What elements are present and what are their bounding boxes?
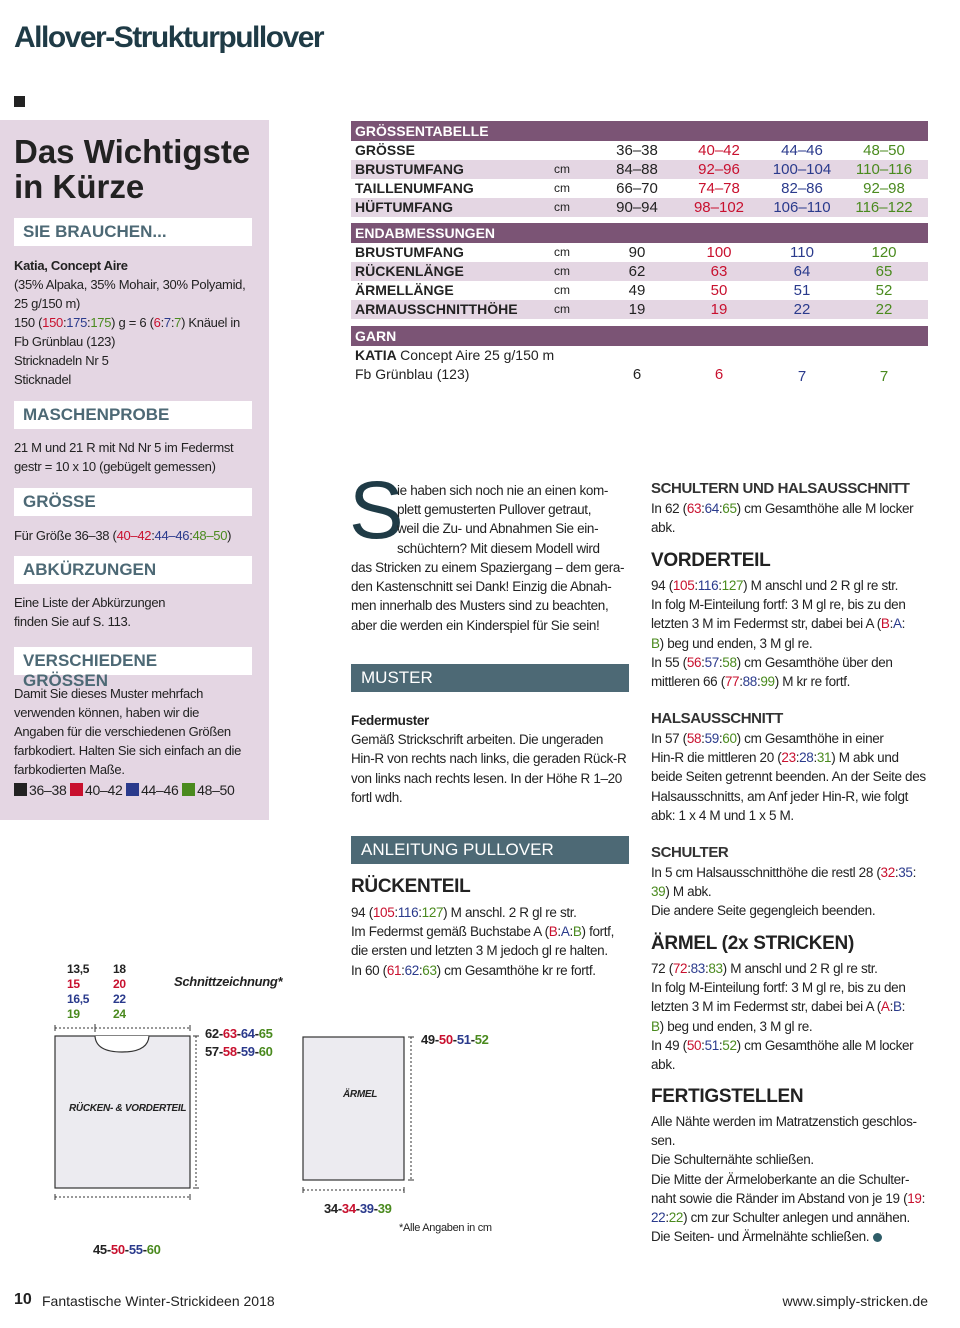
needles: Sticknadel	[14, 372, 71, 387]
width-labels: 45-50-55-60	[93, 1242, 161, 1257]
t: 39	[651, 884, 666, 900]
t: Eine Liste der Abkürzungen	[14, 595, 166, 610]
yarn-qty: 6	[714, 366, 724, 383]
table-row	[351, 160, 928, 179]
size-text: Für Größe 36–38 (40–42:44–46:48–50)	[14, 528, 232, 543]
t: 24	[113, 1007, 126, 1021]
t: A	[880, 999, 890, 1015]
t: B	[572, 924, 582, 940]
row-value: 74–78	[698, 180, 740, 197]
legend-swatch	[70, 783, 83, 796]
t: ) M anschl. 2 R gl re str.	[443, 905, 577, 920]
table-row	[351, 281, 928, 300]
t: A	[560, 924, 570, 940]
t: 52	[474, 1032, 489, 1047]
t: 65	[722, 501, 737, 516]
t: 19	[907, 1190, 922, 1206]
row-value: 63	[710, 263, 728, 280]
page-title: Allover-Strukturpullover	[14, 21, 324, 54]
row-value: 66–70	[616, 180, 658, 197]
t: 150	[42, 315, 63, 330]
t: 60	[146, 1242, 161, 1257]
t: 45	[93, 1242, 107, 1257]
sleeve-text: 72 (72:83:83) M anschl und 2 R gl re str. In folg M-Einteilung fortf: 3 M gl re, bis zu den letzten 3 M im Federmst str, dabei bei A (A:B: B) beg und enden, 3 M gl re. In 49 (50:51:52) cm Gesamthöhe alle M locker abk.	[651, 961, 914, 1073]
neck-depth-labels	[113, 962, 126, 1022]
row-value: 116–122	[855, 199, 913, 216]
t: 55	[128, 1242, 143, 1257]
row-label: ÄRMELLÄNGE	[355, 282, 454, 298]
row-value: 19	[710, 301, 728, 318]
row-value: 65	[875, 263, 893, 280]
back-text: 94 (105:116:127) M anschl. 2 R gl re str. Im Federmst gemäß Buchstabe A (B:A:B) fortf, die ersten und letzten 3 M jedoch gl re halten. In 60 (61:62:63) cm Gesamthöhe kr re fortf.	[351, 905, 614, 978]
t: 127	[421, 905, 444, 920]
t: abk.	[651, 520, 676, 536]
t: 105	[372, 905, 395, 920]
you-need-label: SIE BRAUCHEN...	[14, 218, 252, 246]
t: ) M kr re fortf.	[774, 674, 851, 690]
t: 13,5	[67, 962, 90, 976]
row-value: 100	[706, 244, 732, 261]
intro-text	[351, 558, 624, 635]
row-value: 90	[628, 244, 646, 261]
t: 28	[799, 750, 814, 766]
t: beide Seiten getrennt beenden. An der Seite des	[651, 769, 926, 785]
row-value: 22	[875, 301, 893, 318]
end-mark-icon	[873, 1233, 882, 1242]
t: 60	[722, 731, 737, 746]
t: farbkodierten Maße.	[14, 762, 125, 777]
row-unit: cm	[554, 181, 570, 195]
t: Im Federmst gemäß Buchstabe A (	[351, 924, 549, 940]
finishing-heading: FERTIGSTELLEN	[651, 1086, 804, 1107]
row-value: 98–102	[693, 199, 745, 216]
t: ) M anschl und 2 R gl re str.	[722, 961, 878, 976]
shoulders-text: In 62 (63:64:65) cm Gesamthöhe alle M locker abk.	[651, 501, 914, 536]
back-heading: RÜCKENTEIL	[351, 876, 471, 897]
neckline-heading: HALSAUSSCHNITT	[651, 710, 783, 727]
t: 7	[163, 315, 171, 330]
t: In 60 (	[351, 962, 387, 978]
t: abk: 1 x 4 M und 1 x 5 M.	[651, 807, 794, 823]
front-text: 94 (105:116:127) M anschl und 2 R gl re str. In folg M-Einteilung fortf: 3 M gl re, bis zu den letzten 3 M im Federmst str, dabei bei A (B:A: B) beg und enden, 3 M gl re. In 55 (56:57:58) cm Gesamthöhe über den mittleren 66 (77:88:99) M kr re fortf.	[651, 578, 906, 690]
t: 44–46	[154, 528, 190, 543]
t: 58	[722, 654, 737, 670]
heading-line: in Kürze	[14, 168, 145, 205]
t: letzten 3 M im Federmst str, dabei bei A (	[651, 616, 881, 632]
t: letzten 3 M im Federmst str, dabei bei A (	[651, 999, 881, 1015]
abbrev-text	[14, 593, 259, 631]
row-label: HÜFTUMFANG	[355, 199, 453, 215]
row-value: 48–50	[863, 142, 905, 159]
legend-swatch	[182, 783, 195, 796]
t: 59	[240, 1044, 255, 1059]
intro-text	[397, 481, 608, 558]
sleeve-piece	[303, 1037, 404, 1180]
t: ) M abk.	[665, 884, 712, 900]
row-label: RÜCKENLÄNGE	[355, 263, 464, 279]
t: 56	[686, 654, 702, 670]
sleeve-heading: ÄRMEL (2x STRICKEN)	[651, 933, 854, 954]
t: 62	[404, 962, 419, 978]
row-label: BRUSTUMFANG	[355, 244, 464, 260]
row-label: ARMAUSSCHNITTHÖHE	[355, 301, 518, 317]
t: 34	[324, 1201, 338, 1216]
row-value: 90–94	[616, 199, 658, 216]
size-table-header: GRÖSSENTABELLE	[351, 121, 928, 141]
t: Alle Nähte werden im Matratzenstich geschlos-	[651, 1114, 917, 1129]
size-label: GRÖSSE	[14, 488, 252, 516]
yarn-name: Katia, Concept Aire	[14, 258, 128, 273]
t: Für Größe 36–38 (	[14, 528, 117, 543]
shoulder-text: In 5 cm Halsausschnitthöhe die restl 28 (32:35: 39) M abk. Die andere Seite gegengleich beenden.	[651, 865, 916, 919]
t: 175	[66, 315, 88, 330]
row-unit: cm	[554, 302, 570, 316]
sizes-label: VERSCHIEDENE GRÖSSEN	[14, 647, 252, 675]
row-unit: cm	[554, 283, 570, 297]
t: ie haben sich noch nie an einen kom-	[397, 483, 609, 498]
t: 57	[205, 1044, 219, 1059]
yarn-brand: KATIA	[355, 347, 397, 363]
row-unit: cm	[554, 162, 570, 176]
you-need-text: Katia, Concept Aire (35% Alpaka, 35% Mohair, 30% Polyamid, 25 g/150 m) 150 (150:175:175) g = 6 (6:7:7) Knäuel in Fb Grünblau (123) Stricknadeln Nr 5 Sticknadel	[14, 258, 246, 387]
t: ) Knäuel in	[181, 315, 240, 330]
t: 62	[205, 1026, 219, 1041]
t: 127	[721, 578, 744, 593]
t: Damit Sie dieses Muster mehrfach	[14, 686, 204, 701]
t: 50	[438, 1032, 453, 1047]
t: 72	[672, 961, 688, 976]
t: von links nach rechts lesen. In der Höhe R 1–20	[351, 770, 622, 786]
row-label: GRÖSSE	[355, 142, 415, 158]
row-value: 62	[628, 263, 646, 280]
legend-text: 40–42	[85, 782, 123, 798]
pattern-bar: MUSTER	[351, 664, 629, 692]
front-heading: VORDERTEIL	[651, 550, 771, 571]
t: 60	[258, 1044, 273, 1059]
t: fortl wdh.	[351, 789, 403, 805]
row-label: BRUSTUMFANG	[355, 161, 464, 177]
gauge-text	[14, 438, 259, 476]
t: 77	[724, 674, 740, 690]
website-link[interactable]: www.simply-stricken.de	[782, 1293, 928, 1309]
t: 65	[258, 1026, 273, 1041]
t: 19	[67, 1007, 80, 1021]
row-value: 36–38	[616, 142, 658, 159]
t: 39	[377, 1201, 392, 1216]
row-unit: cm	[554, 200, 570, 214]
t: 175	[90, 315, 112, 330]
t: In folg M-Einteilung fortf: 3 M gl re, bis zu den	[651, 597, 906, 613]
row-value: 19	[628, 301, 646, 318]
row-value: 52	[875, 282, 893, 299]
t: In 57 (	[651, 731, 687, 746]
t: 105	[672, 578, 695, 593]
row-value: 40–42	[698, 142, 740, 159]
yarn-qty: 7	[797, 368, 807, 385]
t: ) beg und enden, 3 M gl re.	[659, 635, 813, 651]
t: 51	[704, 1037, 719, 1053]
t: 61	[386, 962, 402, 978]
diagram-note: *Alle Angaben in cm	[399, 1222, 492, 1234]
t: mittleren 66 (	[651, 674, 725, 690]
t: 52	[722, 1037, 737, 1053]
t: 50	[686, 1037, 702, 1053]
t: 58	[222, 1044, 237, 1059]
t: ) cm Gesamthöhe kr re fortf.	[436, 962, 596, 978]
t: 64	[240, 1026, 255, 1041]
t: aber die werden ein Kinderspiel für Sie sein!	[351, 617, 600, 633]
t: 31	[816, 750, 832, 766]
row-label: TAILLENUMFANG	[355, 180, 474, 196]
pattern-heading: Federmuster	[351, 713, 429, 728]
t: Gemäß Strickschrift arbeiten. Die ungeraden	[351, 732, 604, 748]
body-label: RÜCKEN- & VORDERTEIL	[69, 1103, 187, 1114]
t: ) cm zur Schulter anlegen und annähen.	[683, 1210, 910, 1226]
row-value: 100–104	[772, 161, 832, 178]
table-row	[351, 198, 928, 217]
shoulders-heading: SCHULTERN UND HALSAUSSCHNITT	[651, 480, 910, 497]
row-value: 120	[871, 244, 897, 261]
heading-line: Das Wichtigste	[14, 133, 251, 170]
t: 94 (	[651, 578, 673, 593]
t: ) M anschl und 2 R gl re str.	[743, 578, 899, 593]
t: In 49 (	[651, 1037, 687, 1053]
t: Halsausschnitts, am Anf jeder Hin-R, wie folgt	[651, 788, 909, 804]
neck-width-labels	[67, 962, 89, 1022]
t: ) cm Gesamthöhe über den	[736, 654, 893, 670]
t: 88	[742, 674, 757, 690]
t: das Stricken zu einem Spaziergang – dem gera-	[351, 560, 625, 575]
table-row	[351, 262, 928, 281]
row-value: 44–46	[781, 142, 823, 159]
page-number: 10	[14, 1291, 32, 1308]
sidebar-heading	[14, 134, 250, 204]
t: Die Mitte der Ärmeloberkante an die Schulter-	[651, 1171, 910, 1187]
t: 35	[898, 865, 913, 880]
row-value: 84–88	[616, 161, 658, 178]
t: 7	[174, 315, 182, 330]
t: 22	[113, 992, 126, 1006]
t: Hin-R von rechts nach links, die geraden Rück-R	[351, 751, 627, 767]
t: men innerhalb des Musters sind zu beachten,	[351, 598, 609, 614]
t: Die andere Seite gegengleich beenden.	[651, 903, 876, 919]
t: 150 (	[14, 315, 43, 330]
t: 83	[708, 961, 723, 976]
t: weil die Zu- und Abnahmen Sie ein-	[397, 521, 599, 537]
t: farbkodiert. Halten Sie sich einfach an die	[14, 743, 242, 758]
row-value: 64	[793, 263, 811, 280]
t: 63	[686, 501, 702, 516]
t: naht sowie die Ränder im Abstand von je 19 (	[651, 1190, 908, 1206]
row-value: 110	[790, 244, 814, 261]
t: ) g = 6 (	[111, 315, 154, 330]
t: B	[880, 616, 890, 632]
table-row	[351, 243, 928, 262]
t: ) cm Gesamthöhe in einer	[736, 731, 884, 746]
t: 63	[222, 1026, 237, 1041]
t: die ersten und letzten 3 M jedoch gl re halten.	[351, 943, 608, 959]
yarn-qty: 6	[632, 366, 642, 383]
needles: Stricknadeln Nr 5	[14, 353, 109, 368]
t: Hin-R die mittleren 20 (	[651, 750, 782, 766]
t: 116	[697, 578, 719, 593]
size-legend	[14, 781, 235, 800]
sizes-text	[14, 684, 259, 779]
t: 116	[397, 905, 419, 920]
t: 48–50	[192, 528, 228, 543]
legend-text: 44–46	[141, 782, 179, 798]
gauge-label: MASCHENPROBE	[14, 401, 252, 429]
yarn-color: Fb Grünblau (123)	[355, 366, 470, 382]
diagram-title: Schnittzeichnung*	[174, 974, 283, 989]
yarn-header: GARN	[351, 326, 928, 346]
row-value: 22	[793, 301, 811, 318]
t: 39	[359, 1201, 374, 1216]
t: 94 (	[351, 905, 373, 920]
yarn-qty: 7	[879, 368, 889, 385]
sleeve-width-labels: 34-34-39-39	[324, 1201, 392, 1216]
drop-cap: S	[349, 465, 404, 556]
t: 22	[668, 1210, 684, 1226]
t: 18	[113, 962, 126, 976]
t: 50	[110, 1242, 125, 1257]
yarn-row	[351, 346, 928, 365]
yarn-name: Concept Aire 25 g/150 m	[400, 347, 555, 363]
t: Angaben für die verschiedenen Größen	[14, 724, 231, 739]
yarn-color: Fb Grünblau (123)	[14, 334, 116, 349]
t: 64	[704, 501, 719, 516]
row-unit: cm	[554, 264, 570, 278]
row-value: 51	[793, 282, 811, 299]
table-row	[351, 300, 928, 319]
shoulder-heading: SCHULTER	[651, 844, 729, 861]
t: 83	[690, 961, 705, 976]
t: 6	[153, 315, 161, 330]
t: In folg M-Einteilung fortf: 3 M gl re, bis zu den	[651, 980, 906, 996]
row-value: 50	[710, 282, 728, 299]
table-row	[351, 141, 928, 160]
t: B	[651, 1018, 660, 1034]
t: gestr = 10 x 10 (gebügelt gemessen)	[14, 459, 216, 474]
t: 63	[422, 962, 437, 978]
t: ) fortf,	[581, 924, 614, 940]
t: 57	[704, 654, 719, 670]
t: 58	[686, 731, 702, 746]
row-value: 82–86	[781, 180, 823, 197]
t: sen.	[651, 1133, 676, 1149]
t: 32	[880, 865, 895, 880]
t: 51	[456, 1032, 471, 1047]
t: verwenden können, haben wir die	[14, 705, 200, 720]
t: plett gemusterten Pullover getraut,	[397, 502, 592, 518]
t: B	[548, 924, 558, 940]
t: 20	[113, 977, 126, 991]
t: 59	[704, 731, 719, 746]
t: ) cm Gesamthöhe alle M locker	[736, 501, 914, 516]
yarn-row	[351, 365, 928, 384]
t: 22	[651, 1210, 666, 1226]
t: den Kastenschnitt sei Dank! Einzig die Abnah-	[351, 579, 612, 595]
measurements-header: ENDABMESSUNGEN	[351, 223, 928, 243]
t: Die Schulternähte schließen.	[651, 1152, 814, 1168]
t: 40–42	[116, 528, 152, 543]
t: 34	[341, 1201, 356, 1216]
row-value: 92–98	[863, 180, 905, 197]
t: finden Sie auf S. 113.	[14, 614, 131, 629]
legend-text: 36–38	[29, 782, 67, 798]
abbrev-label: ABKÜRZUNGEN	[14, 556, 252, 584]
sleeve-label: ÄRMEL	[343, 1089, 378, 1100]
t: B	[651, 635, 660, 651]
finishing-text: Alle Nähte werden im Matratzenstich geschlos- sen. Die Schulternähte schließen. Die Mitte der Ärmeloberkante an die Schulter- naht sowie die Ränder im Abstand von je 19 (19: 22:22) cm zur Schulter anlegen und annähen. Die Seiten- und Ärmelnähte schließen.	[651, 1114, 925, 1245]
t: schüchtern? Mit diesem Modell wird	[397, 540, 600, 556]
sleeve-length-labels: 49-50-51-52	[421, 1032, 489, 1047]
t: ) cm Gesamthöhe alle M locker	[736, 1037, 914, 1053]
t: )	[227, 528, 232, 543]
t: In 5 cm Halsausschnitthöhe die restl 28 (	[651, 865, 881, 880]
t: 15	[67, 977, 80, 991]
t: 16,5	[67, 992, 90, 1006]
row-value: 92–96	[698, 161, 740, 178]
legend-swatch	[14, 783, 27, 796]
row-value: 110–116	[855, 161, 913, 178]
pattern-text	[351, 711, 626, 807]
magazine-name: Fantastische Winter-Strickideen 2018	[42, 1293, 275, 1309]
instructions-bar: ANLEITUNG PULLOVER	[351, 836, 629, 864]
t: 21 M und 21 R mit Nd Nr 5 im Federmst	[14, 440, 234, 455]
t: 49	[421, 1032, 435, 1047]
t: 23	[781, 750, 796, 766]
t: Die Seiten- und Ärmelnähte schließen.	[651, 1229, 870, 1245]
row-unit: cm	[554, 245, 570, 259]
t: ) beg und enden, 3 M gl re.	[659, 1018, 813, 1034]
t: In 62 (	[651, 501, 687, 516]
t: ) M abk und	[831, 750, 899, 766]
title-square	[14, 96, 25, 107]
legend-text: 48–50	[197, 782, 235, 798]
t: 99	[760, 674, 775, 690]
legend-swatch	[126, 783, 139, 796]
neckline-text: In 57 (58:59:60) cm Gesamthöhe in einer Hin-R die mittleren 20 (23:28:31) M abk und beide Seiten getrennt beenden. An der Seite des Halsausschnitts, am Anf jeder Hin-R, wie folgt abk: 1 x 4 M und 1 x 5 M.	[651, 731, 926, 823]
t: A	[892, 616, 902, 632]
t: 72 (	[651, 961, 673, 976]
length-labels: 62-63-64-65 57-58-59-60	[205, 1026, 273, 1059]
table-row	[351, 179, 928, 198]
row-value: 106–110	[773, 199, 831, 216]
composition: 25 g/150 m)	[14, 296, 81, 311]
composition: (35% Alpaka, 35% Mohair, 30% Polyamid,	[14, 277, 246, 292]
t: abk.	[651, 1057, 676, 1073]
t: B	[892, 999, 902, 1015]
row-value: 49	[628, 282, 646, 299]
t: In 55 (	[651, 654, 687, 670]
